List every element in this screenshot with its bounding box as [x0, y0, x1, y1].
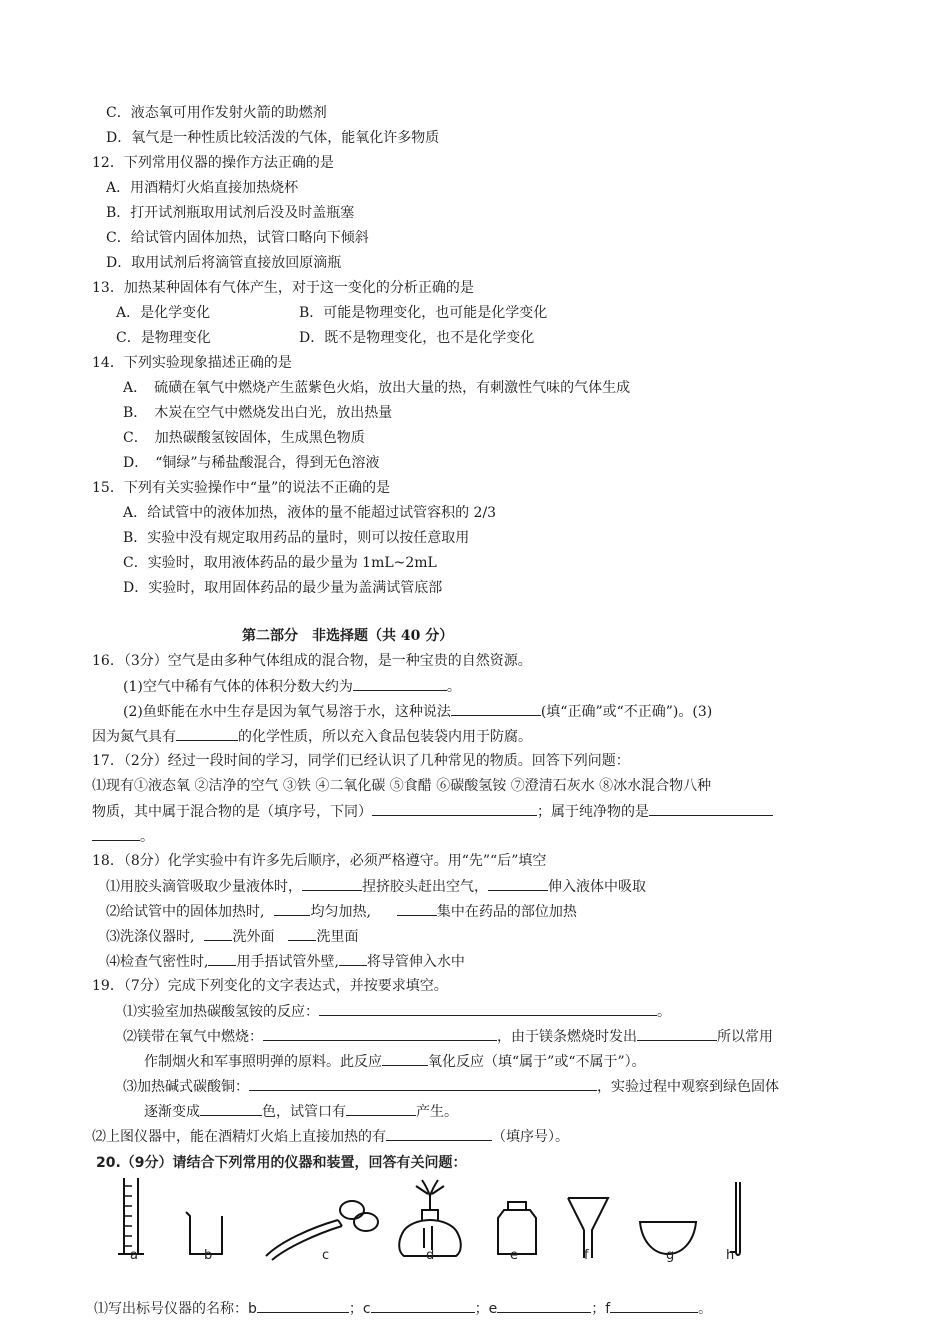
label-g: g — [666, 1248, 675, 1263]
q17-pure-blank[interactable] — [649, 801, 773, 816]
q18-part-1-mid: 捏挤胶头赶出空气， — [362, 879, 488, 895]
q18-blank-6[interactable] — [288, 926, 316, 941]
label-c: c — [322, 1248, 330, 1263]
q19-part-1-text: ⑴实验室加热碳酸氢铵的反应： — [123, 1004, 319, 1020]
q18-blank-7[interactable] — [208, 951, 236, 966]
q18-part-3-mid: 洗外面 — [232, 929, 275, 945]
q18-part-4-end: 将导管伸入水中 — [366, 954, 465, 970]
q18-blank-2[interactable] — [488, 876, 548, 891]
q17-part-2 — [92, 826, 154, 847]
q17-part-2-end: 。 — [140, 829, 154, 845]
q18-stem: 18．（8分）化学实验中有许多先后顺序，必须严格遵守。用“先”“后”填空 — [92, 853, 547, 869]
q17-stem: 17．（2分）经过一段时间的学习，同学们已经认识了几种常见的物质。回答下列问题： — [92, 753, 630, 769]
q19-stem: 19．（7分）完成下列变化的文字表达式，并按要求填空。 — [92, 978, 448, 994]
q20-sep-e: ；e — [474, 1301, 498, 1317]
q19-part-1 — [123, 1001, 671, 1022]
q16-part-2-text: (2)鱼虾能在水中生存是因为氧气易溶于水，这种说法 — [123, 704, 451, 720]
q19-part-2-text: ⑵镁带在氧气中燃烧： — [123, 1029, 263, 1045]
q11-option-d: D．氧气是一种性质比较活泼的气体，能氧化许多物质 — [106, 130, 440, 146]
label-e: e — [510, 1248, 518, 1263]
q19-part-1-end: 。 — [657, 1004, 671, 1020]
q19-part-3 — [123, 1076, 779, 1097]
q20-blank-c[interactable] — [371, 1298, 475, 1313]
graduated-cylinder-icon — [118, 1178, 144, 1254]
alcohol-lamp-icon — [399, 1180, 461, 1256]
q20-title: 20.（9分）请结合下列常用的仪器和装置，回答有关问题： — [96, 1155, 467, 1171]
q18-part-4 — [106, 951, 465, 972]
q16-answer-blank-2[interactable] — [451, 701, 541, 716]
label-a: a — [130, 1248, 138, 1263]
q14-option-a: A． 硫磺在氧气中燃烧产生蓝紫色火焰，放出大量的热，有刺激性气味的气体生成 — [123, 380, 631, 396]
q17-mixture-blank[interactable] — [372, 801, 537, 816]
q19-part-2-end: 所以常用 — [717, 1029, 773, 1045]
q19-part-3-cont — [144, 1101, 458, 1122]
q17-pure-blank-cont[interactable] — [92, 826, 140, 841]
q16-stem: 16．（3分）空气是由多种气体组成的混合物，是一种宝贵的自然资源。 — [92, 653, 532, 669]
q19-part-2 — [123, 1026, 773, 1047]
q19-part-3-cont-text: 逐渐变成 — [144, 1104, 200, 1120]
q19-equation-blank-3[interactable] — [249, 1076, 597, 1091]
q13-option-b: B．可能是物理变化，也可能是化学变化 — [299, 305, 548, 321]
q18-blank-8[interactable] — [339, 951, 367, 966]
q14-stem: 14．下列实验现象描述正确的是 — [92, 355, 292, 371]
q18-blank-3[interactable] — [274, 901, 310, 916]
q18-part-4-mid: 用手捂试管外壁, — [236, 954, 339, 970]
q19-part-4-text: ⑵上图仪器中，能在酒精灯火焰上直接加热的有 — [92, 1129, 386, 1145]
q12-option-c: C．给试管内固体加热，试管口略向下倾斜 — [106, 230, 369, 246]
q19-oxidation-blank[interactable] — [382, 1051, 428, 1066]
q13-row-1 — [116, 303, 547, 323]
q16-part-1 — [123, 676, 461, 697]
q18-part-2-text: ⑵给试管中的固体加热时, — [106, 904, 265, 920]
q20-sep-f: ；f — [591, 1301, 611, 1317]
q16-part-1-end: 。 — [446, 679, 461, 695]
glass-rod-icon — [730, 1182, 740, 1255]
q18-blank-1[interactable] — [302, 876, 362, 891]
q19-part-2-cont-end: 氧化反应（填“属于”或“不属于”）。 — [428, 1054, 646, 1070]
q19-part-4-end: （填序号）。 — [492, 1129, 569, 1145]
q12-option-b: B．打开试剂瓶取用试剂后没及时盖瓶塞 — [106, 205, 355, 221]
q18-part-3 — [106, 926, 358, 947]
q16-part-3-end: 的化学性质，所以充入食品包装袋内用于防腐。 — [238, 729, 532, 745]
q19-light-blank[interactable] — [637, 1026, 717, 1041]
q18-part-3-end: 洗里面 — [316, 929, 359, 945]
q16-answer-blank-3[interactable] — [176, 726, 238, 741]
q12-stem: 12．下列常用仪器的操作方法正确的是 — [92, 155, 334, 171]
q17-part-1-mid: ；属于纯净物的是 — [537, 804, 649, 820]
q20-blank-e[interactable] — [497, 1298, 591, 1313]
q20-blank-f[interactable] — [610, 1298, 698, 1313]
label-d: d — [426, 1248, 435, 1263]
q18-part-1-text: ⑴用胶头滴管吸取少量液体时， — [106, 879, 302, 895]
q20-sep-c: ；c — [348, 1301, 371, 1317]
q18-part-2 — [106, 901, 577, 922]
q18-part-2-end: 集中在药品的部位加热 — [436, 904, 577, 920]
q13-row-2 — [116, 328, 534, 348]
q18-blank-4[interactable] — [397, 901, 437, 916]
q14-option-b: B． 木炭在空气中燃烧发出白光，放出热量 — [123, 405, 393, 421]
q19-part-2-cont — [144, 1051, 646, 1072]
q16-part-2 — [123, 701, 712, 722]
q17-part-1 — [92, 801, 773, 822]
q18-part-1 — [106, 876, 646, 897]
q14-option-d: D． “铜绿”与稀盐酸混合，得到无色溶液 — [123, 455, 380, 471]
q20-part-1-end: 。 — [698, 1301, 713, 1317]
q19-part-3-end: ，实验过程中观察到绿色固体 — [597, 1079, 779, 1095]
q19-part-3-cont-mid: 色，试管口有 — [262, 1104, 346, 1120]
q20-part-1 — [94, 1298, 712, 1318]
q19-part-2-cont-text: 作制烟火和军事照明弹的原料。此反应 — [144, 1054, 382, 1070]
q19-equation-blank-2[interactable] — [263, 1026, 497, 1041]
q18-part-2-mid: 均匀加热, — [310, 904, 371, 920]
reagent-bottle-icon — [498, 1202, 536, 1254]
q15-option-a: A．给试管中的液体加热，液体的量不能超过试管容积的 2/3 — [123, 505, 497, 521]
q16-part-2-end: (填“正确”或“不正确”)。(3) — [540, 704, 713, 720]
q19-product-blank[interactable] — [346, 1101, 416, 1116]
q15-option-b: B．实验中没有规定取用药品的量时，则可以按任意取用 — [123, 530, 470, 546]
q16-answer-blank-1[interactable] — [353, 676, 447, 691]
q13-option-a: A．是化学变化 — [116, 305, 211, 321]
q20-part-1-text: ⑴写出标号仪器的名称：b — [94, 1301, 257, 1317]
q20-figure — [90, 1152, 850, 1332]
q16-part-1-text: (1)空气中稀有气体的体积分数大约为 — [123, 679, 353, 695]
q18-part-1-end: 伸入液体中吸取 — [548, 879, 646, 895]
q19-part-3-text: ⑶加热碱式碳酸铜： — [123, 1079, 249, 1095]
q11-option-c: C．液态氧可用作发射火箭的助燃剂 — [106, 105, 327, 121]
q19-part-2-mid: ，由于镁条燃烧时发出 — [497, 1029, 637, 1045]
q13-stem: 13．加热某种固体有气体产生，对于这一变化的分析正确的是 — [92, 280, 474, 296]
label-b: b — [204, 1248, 213, 1263]
q18-blank-5[interactable] — [204, 926, 232, 941]
q17-part-1-text: 物质，其中属于混合物的是（填序号，下同） — [92, 804, 372, 820]
q12-option-d: D．取用试剂后将滴管直接放回原滴瓶 — [106, 255, 342, 271]
q16-part-3 — [92, 726, 532, 747]
q13-option-c: C．是物理变化 — [116, 330, 211, 346]
q18-part-4-text: ⑷检查气密性时, — [106, 954, 209, 970]
q19-heating-blank[interactable] — [386, 1126, 492, 1141]
q19-color-blank[interactable] — [200, 1101, 262, 1116]
q13-option-d: D．既不是物理变化，也不是化学变化 — [299, 330, 535, 346]
q19-part-4 — [92, 1126, 569, 1147]
q14-option-c: C． 加热碳酸氢铵固体，生成黑色物质 — [123, 430, 365, 446]
label-h: h — [726, 1248, 735, 1263]
q15-option-c: C．实验时，取用液体药品的最少量为 1mL~2mL — [123, 555, 437, 571]
q17-substances: ⑴现有①液态氧 ②洁净的空气 ③铁 ④二氧化碳 ⑤食醋 ⑥碳酸氢铵 ⑦澄清石灰水 ⑧冰水混合物八种 — [92, 778, 712, 794]
label-f: f — [584, 1248, 589, 1263]
q15-option-d: D．实验时，取用固体药品的最少量为盖满试管底部 — [123, 580, 443, 596]
q12-option-a: A．用酒精灯火焰直接加热烧杯 — [106, 180, 299, 196]
q19-equation-blank-1[interactable] — [319, 1001, 657, 1016]
q18-part-3-text: ⑶洗涤仪器时, — [106, 929, 195, 945]
q15-stem: 15．下列有关实验操作中“量”的说法不正确的是 — [92, 480, 391, 496]
q20-blank-b[interactable] — [257, 1298, 349, 1313]
q19-part-3-cont-end: 产生。 — [416, 1104, 458, 1120]
section-2-heading: 第二部分 非选择题（共 40 分） — [242, 628, 454, 644]
q16-part-3-text: 因为氮气具有 — [92, 729, 176, 745]
